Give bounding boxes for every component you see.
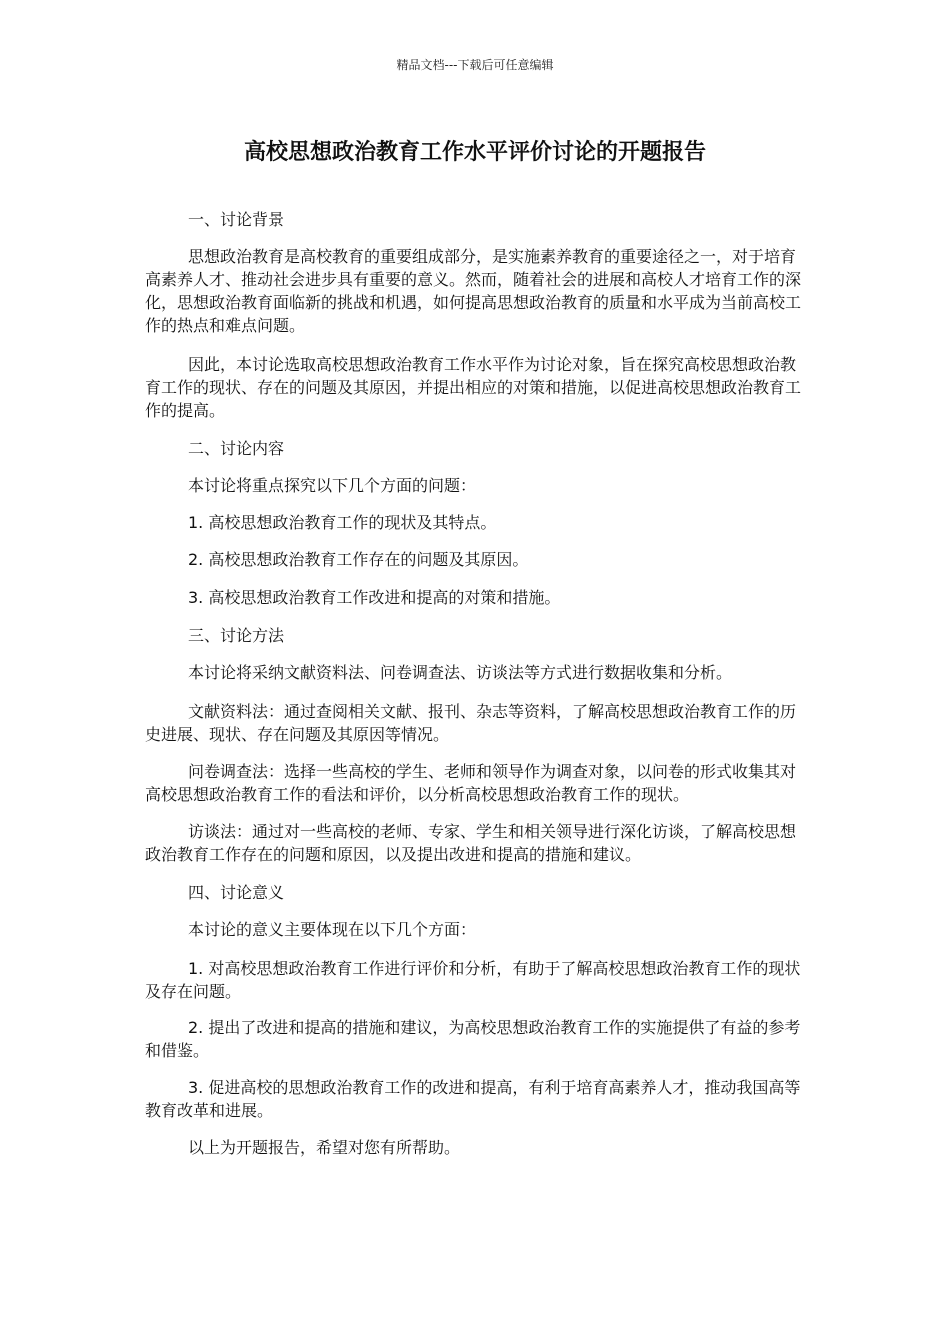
closing-paragraph: 以上为开题报告，希望对您有所帮助。 <box>188 1138 461 1157</box>
significance-item-2: 2. 提出了改进和提高的措施和建议，为高校思想政治教育工作的实施提供了有益的参考和借鉴。 <box>145 1018 801 1060</box>
background-paragraph-2: 因此，本讨论选取高校思想政治教育工作水平作为讨论对象，旨在探究高校思想政治教育工作的现状、存在的问题及其原因，并提出相应的对策和措施，以促进高校思想政治教育工作的提高。 <box>145 355 802 420</box>
significance-item-3: 3. 促进高校的思想政治教育工作的改进和提高，有利于培育高素养人才，推动我国高等教育改革和进展。 <box>145 1078 801 1120</box>
content-item-1: 1. 高校思想政治教育工作的现状及其特点。 <box>188 513 497 532</box>
methods-intro: 本讨论将采纳文献资料法、问卷调查法、访谈法等方式进行数据收集和分析。 <box>188 663 733 682</box>
methods-interview: 访谈法：通过对一些高校的老师、专家、学生和相关领导进行深化访谈，了解高校思想政治教育工作存在的问题和原因，以及提出改进和提高的措施和建议。 <box>145 822 797 864</box>
methods-survey: 问卷调查法：选择一些高校的学生、老师和领导作为调查对象，以问卷的形式收集其对高校思想政治教育工作的看法和评价，以分析高校思想政治教育工作的现状。 <box>145 762 797 804</box>
section-heading-background: 一、讨论背景 <box>188 210 285 229</box>
background-paragraph-1: 思想政治教育是高校教育的重要组成部分，是实施素养教育的重要途径之一，对于培育高素养人才、推动社会进步具有重要的意义。然而，随着社会的进展和高校人才培育工作的深化，思想政治教育面临新的挑战和机遇，如何提高思想政治教育的质量和水平成为当前高校工作的热点和难点问题。 <box>145 247 802 335</box>
significance-intro: 本讨论的意义主要体现在以下几个方面： <box>188 920 477 939</box>
content-intro: 本讨论将重点探究以下几个方面的问题： <box>188 476 477 495</box>
content-item-2: 2. 高校思想政治教育工作存在的问题及其原因。 <box>188 550 529 569</box>
methods-literature: 文献资料法：通过查阅相关文献、报刊、杂志等资料，了解高校思想政治教育工作的历史进展、现状、存在问题及其原因等情况。 <box>145 702 797 744</box>
section-heading-methods: 三、讨论方法 <box>188 626 285 645</box>
document-title: 高校思想政治教育工作水平评价讨论的开题报告 <box>243 140 706 165</box>
section-heading-content: 二、讨论内容 <box>188 439 285 458</box>
significance-item-1: 1. 对高校思想政治教育工作进行评价和分析，有助于了解高校思想政治教育工作的现状及存在问题。 <box>145 959 801 1001</box>
header-note: 精品文档---下载后可任意编辑 <box>396 58 554 72</box>
content-item-3: 3. 高校思想政治教育工作改进和提高的对策和措施。 <box>188 588 561 607</box>
section-heading-significance: 四、讨论意义 <box>188 883 285 902</box>
